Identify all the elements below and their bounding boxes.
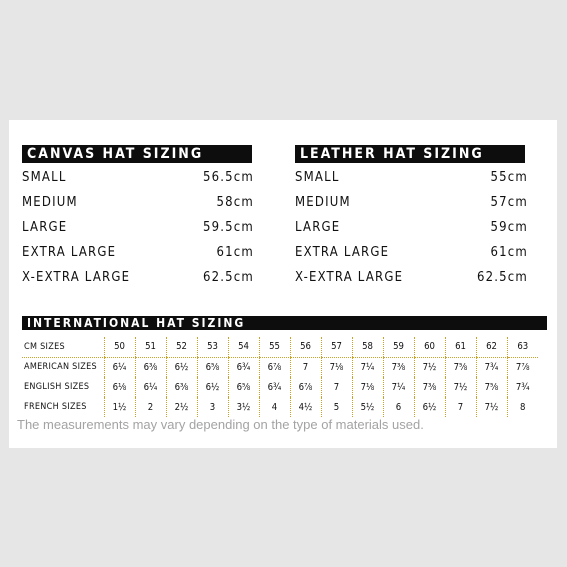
canvas-row (22, 244, 254, 262)
size-cell: 7⅛ (352, 377, 383, 397)
size-value: 57cm (490, 195, 528, 210)
size-cell: 60 (414, 337, 445, 357)
size-cell: 6⅝ (228, 377, 259, 397)
size-cell: 7⅝ (445, 357, 476, 377)
leather-row (295, 244, 528, 262)
size-value: 59cm (490, 220, 528, 235)
size-cell: 6½ (414, 397, 445, 417)
size-cell: 4½ (290, 397, 321, 417)
size-cell: 57 (321, 337, 352, 357)
size-value: 62.5cm (476, 270, 528, 285)
size-label: LARGE (295, 220, 341, 235)
sizing-row (22, 377, 538, 397)
size-label: SMALL (295, 170, 340, 185)
size-cell: 5½ (352, 397, 383, 417)
size-value: 59.5cm (202, 220, 254, 235)
size-value: 62.5cm (202, 270, 254, 285)
canvas-sizing-header: CANVAS HAT SIZING (22, 145, 252, 163)
size-label: X-EXTRA LARGE (22, 270, 131, 285)
international-sizing-header: INTERNATIONAL HAT SIZING (22, 316, 547, 330)
size-cell: 7½ (445, 377, 476, 397)
size-cell: 53 (197, 337, 228, 357)
row-label: ENGLISH SIZES (24, 382, 90, 392)
canvas-row (22, 194, 254, 212)
size-cell: 7 (445, 397, 476, 417)
size-cell: 63 (507, 337, 538, 357)
size-value: 58cm (216, 195, 254, 210)
size-cell: 6½ (166, 357, 197, 377)
leather-row (295, 219, 528, 237)
size-label: LARGE (22, 220, 68, 235)
size-cell: 55 (259, 337, 290, 357)
size-cell: 7⅛ (321, 357, 352, 377)
sizing-row (22, 337, 538, 357)
size-cell: 61 (445, 337, 476, 357)
size-cell: 6¼ (135, 377, 166, 397)
size-cell: 6⅜ (166, 377, 197, 397)
size-value: 56.5cm (202, 170, 254, 185)
size-cell: 6⅞ (259, 357, 290, 377)
size-cell: 7¼ (383, 377, 414, 397)
size-cell: 7 (321, 377, 352, 397)
sizing-row (22, 397, 538, 417)
size-label: X-EXTRA LARGE (295, 270, 404, 285)
size-cell: 51 (135, 337, 166, 357)
canvas-row (22, 269, 254, 287)
size-cell: 58 (352, 337, 383, 357)
size-cell: 7½ (414, 357, 445, 377)
size-cell: 54 (228, 337, 259, 357)
size-cell: 2 (135, 397, 166, 417)
size-cell: 1½ (104, 397, 135, 417)
size-label: SMALL (22, 170, 67, 185)
canvas-row (22, 169, 254, 187)
size-cell: 6⅜ (135, 357, 166, 377)
size-label: MEDIUM (295, 195, 351, 210)
leather-row (295, 194, 528, 212)
size-cell: 7⅞ (507, 357, 538, 377)
size-cell: 50 (104, 337, 135, 357)
size-value: 61cm (490, 245, 528, 260)
size-cell: 6⅛ (104, 377, 135, 397)
size-cell: 7½ (476, 397, 507, 417)
international-sizing-table (22, 337, 538, 417)
row-label: FRENCH SIZES (24, 402, 87, 412)
measurement-note: The measurements may vary depending on the type of materials used. (17, 417, 424, 432)
leather-row (295, 169, 528, 187)
size-chart-card (9, 120, 557, 448)
leather-sizing-header: LEATHER HAT SIZING (295, 145, 525, 163)
size-cell: 6¾ (259, 377, 290, 397)
size-cell: 6⅞ (290, 377, 321, 397)
canvas-row (22, 219, 254, 237)
size-cell: 7¾ (507, 377, 538, 397)
size-value: 61cm (216, 245, 254, 260)
size-cell: 8 (507, 397, 538, 417)
size-value: 55cm (490, 170, 528, 185)
size-label: EXTRA LARGE (22, 245, 117, 260)
size-cell: 56 (290, 337, 321, 357)
size-cell: 6½ (197, 377, 228, 397)
size-cell: 5 (321, 397, 352, 417)
size-cell: 7⅜ (414, 377, 445, 397)
size-cell: 3 (197, 397, 228, 417)
size-cell: 6¾ (228, 357, 259, 377)
size-label: EXTRA LARGE (295, 245, 390, 260)
size-cell: 3½ (228, 397, 259, 417)
size-cell: 7 (290, 357, 321, 377)
leather-row (295, 269, 528, 287)
size-cell: 7¼ (352, 357, 383, 377)
size-cell: 62 (476, 337, 507, 357)
row-label: AMERICAN SIZES (24, 362, 98, 373)
size-cell: 7¾ (476, 357, 507, 377)
size-cell: 52 (166, 337, 197, 357)
size-cell: 7⅝ (476, 377, 507, 397)
size-cell: 6¼ (104, 357, 135, 377)
size-label: MEDIUM (22, 195, 78, 210)
size-cell: 6⅝ (197, 357, 228, 377)
size-cell: 7⅜ (383, 357, 414, 377)
row-label: CM SIZES (22, 337, 104, 357)
size-cell: 2½ (166, 397, 197, 417)
size-cell: 59 (383, 337, 414, 357)
size-cell: 6 (383, 397, 414, 417)
sizing-row (22, 357, 538, 377)
size-cell: 4 (259, 397, 290, 417)
